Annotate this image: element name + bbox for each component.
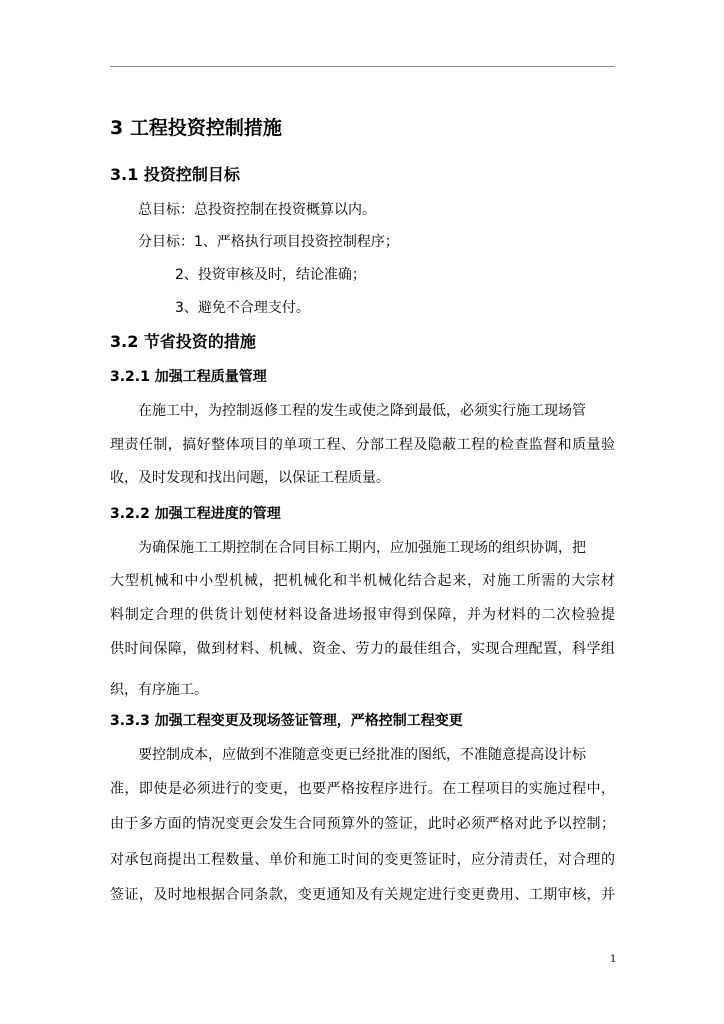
- total-target-line: 总目标：总投资控制在投资概算以内。: [138, 202, 376, 218]
- heading-3-2-1: 3.2.1 加强工程质量管理: [110, 369, 267, 385]
- paragraph-line: 对承包商提出工程数量、单价和施工时间的变更签证时，应分清责任，对合理的: [110, 852, 615, 868]
- sub-target-item-2: 2、投资审核及时，结论准确；: [175, 267, 366, 283]
- sub-target-line: 分目标：1、严格执行项目投资控制程序；: [138, 234, 399, 250]
- heading-3-3-3: 3.3.3 加强工程变更及现场签证管理，严格控制工程变更: [110, 713, 463, 729]
- paragraph-line: 料制定合理的供货计划使材料设备进场报审得到保障，并为材料的二次检验提: [110, 607, 615, 623]
- paragraph-line: 为确保施工工期控制在合同目标工期内，应加强施工现场的组织协调，把: [138, 540, 586, 556]
- paragraph-line: 大型机械和中小型机械，把机械化和半机械化结合起来，对施工所需的大宗材: [110, 573, 615, 589]
- paragraph-line: 准，即使是必须进行的变更，也要严格按程序进行。在工程项目的实施过程中，: [110, 781, 615, 797]
- paragraph-line: 供时间保障，做到材料、机械、资金、劳力的最佳组合，实现合理配置，科学组: [110, 641, 615, 657]
- paragraph-line: 收，及时发现和找出问题，以保证工程质量。: [110, 470, 390, 486]
- heading-3-1: 3.1 投资控制目标: [110, 165, 240, 184]
- page-number: 1: [610, 954, 617, 965]
- paragraph-line: 理责任制，搞好整体项目的单项工程、分部工程及隐蔽工程的检查监督和质量验: [110, 437, 615, 453]
- sub-target-item-3: 3、避免不合理支付。: [175, 300, 310, 316]
- paragraph-line: 由于多方面的情况变更会发生合同预算外的签证，此时必须严格对此予以控制；: [110, 816, 615, 832]
- heading-3-2-2: 3.2.2 加强工程进度的管理: [110, 506, 281, 522]
- header-rule: [110, 66, 615, 67]
- paragraph-line: 要控制成本，应做到不准随意变更已经批准的图纸，不准随意提高设计标: [138, 747, 586, 763]
- heading-3-2: 3.2 节省投资的措施: [110, 332, 256, 351]
- paragraph-line: 签证，及时地根据合同条款，变更通知及有关规定进行变更费用、工期审核，并: [110, 887, 615, 903]
- paragraph-line: 织，有序施工。: [110, 682, 208, 698]
- heading-3: 3 工程投资控制措施: [110, 117, 282, 139]
- paragraph-line: 在施工中，为控制返修工程的发生或使之降到最低，必须实行施工现场管: [138, 403, 586, 419]
